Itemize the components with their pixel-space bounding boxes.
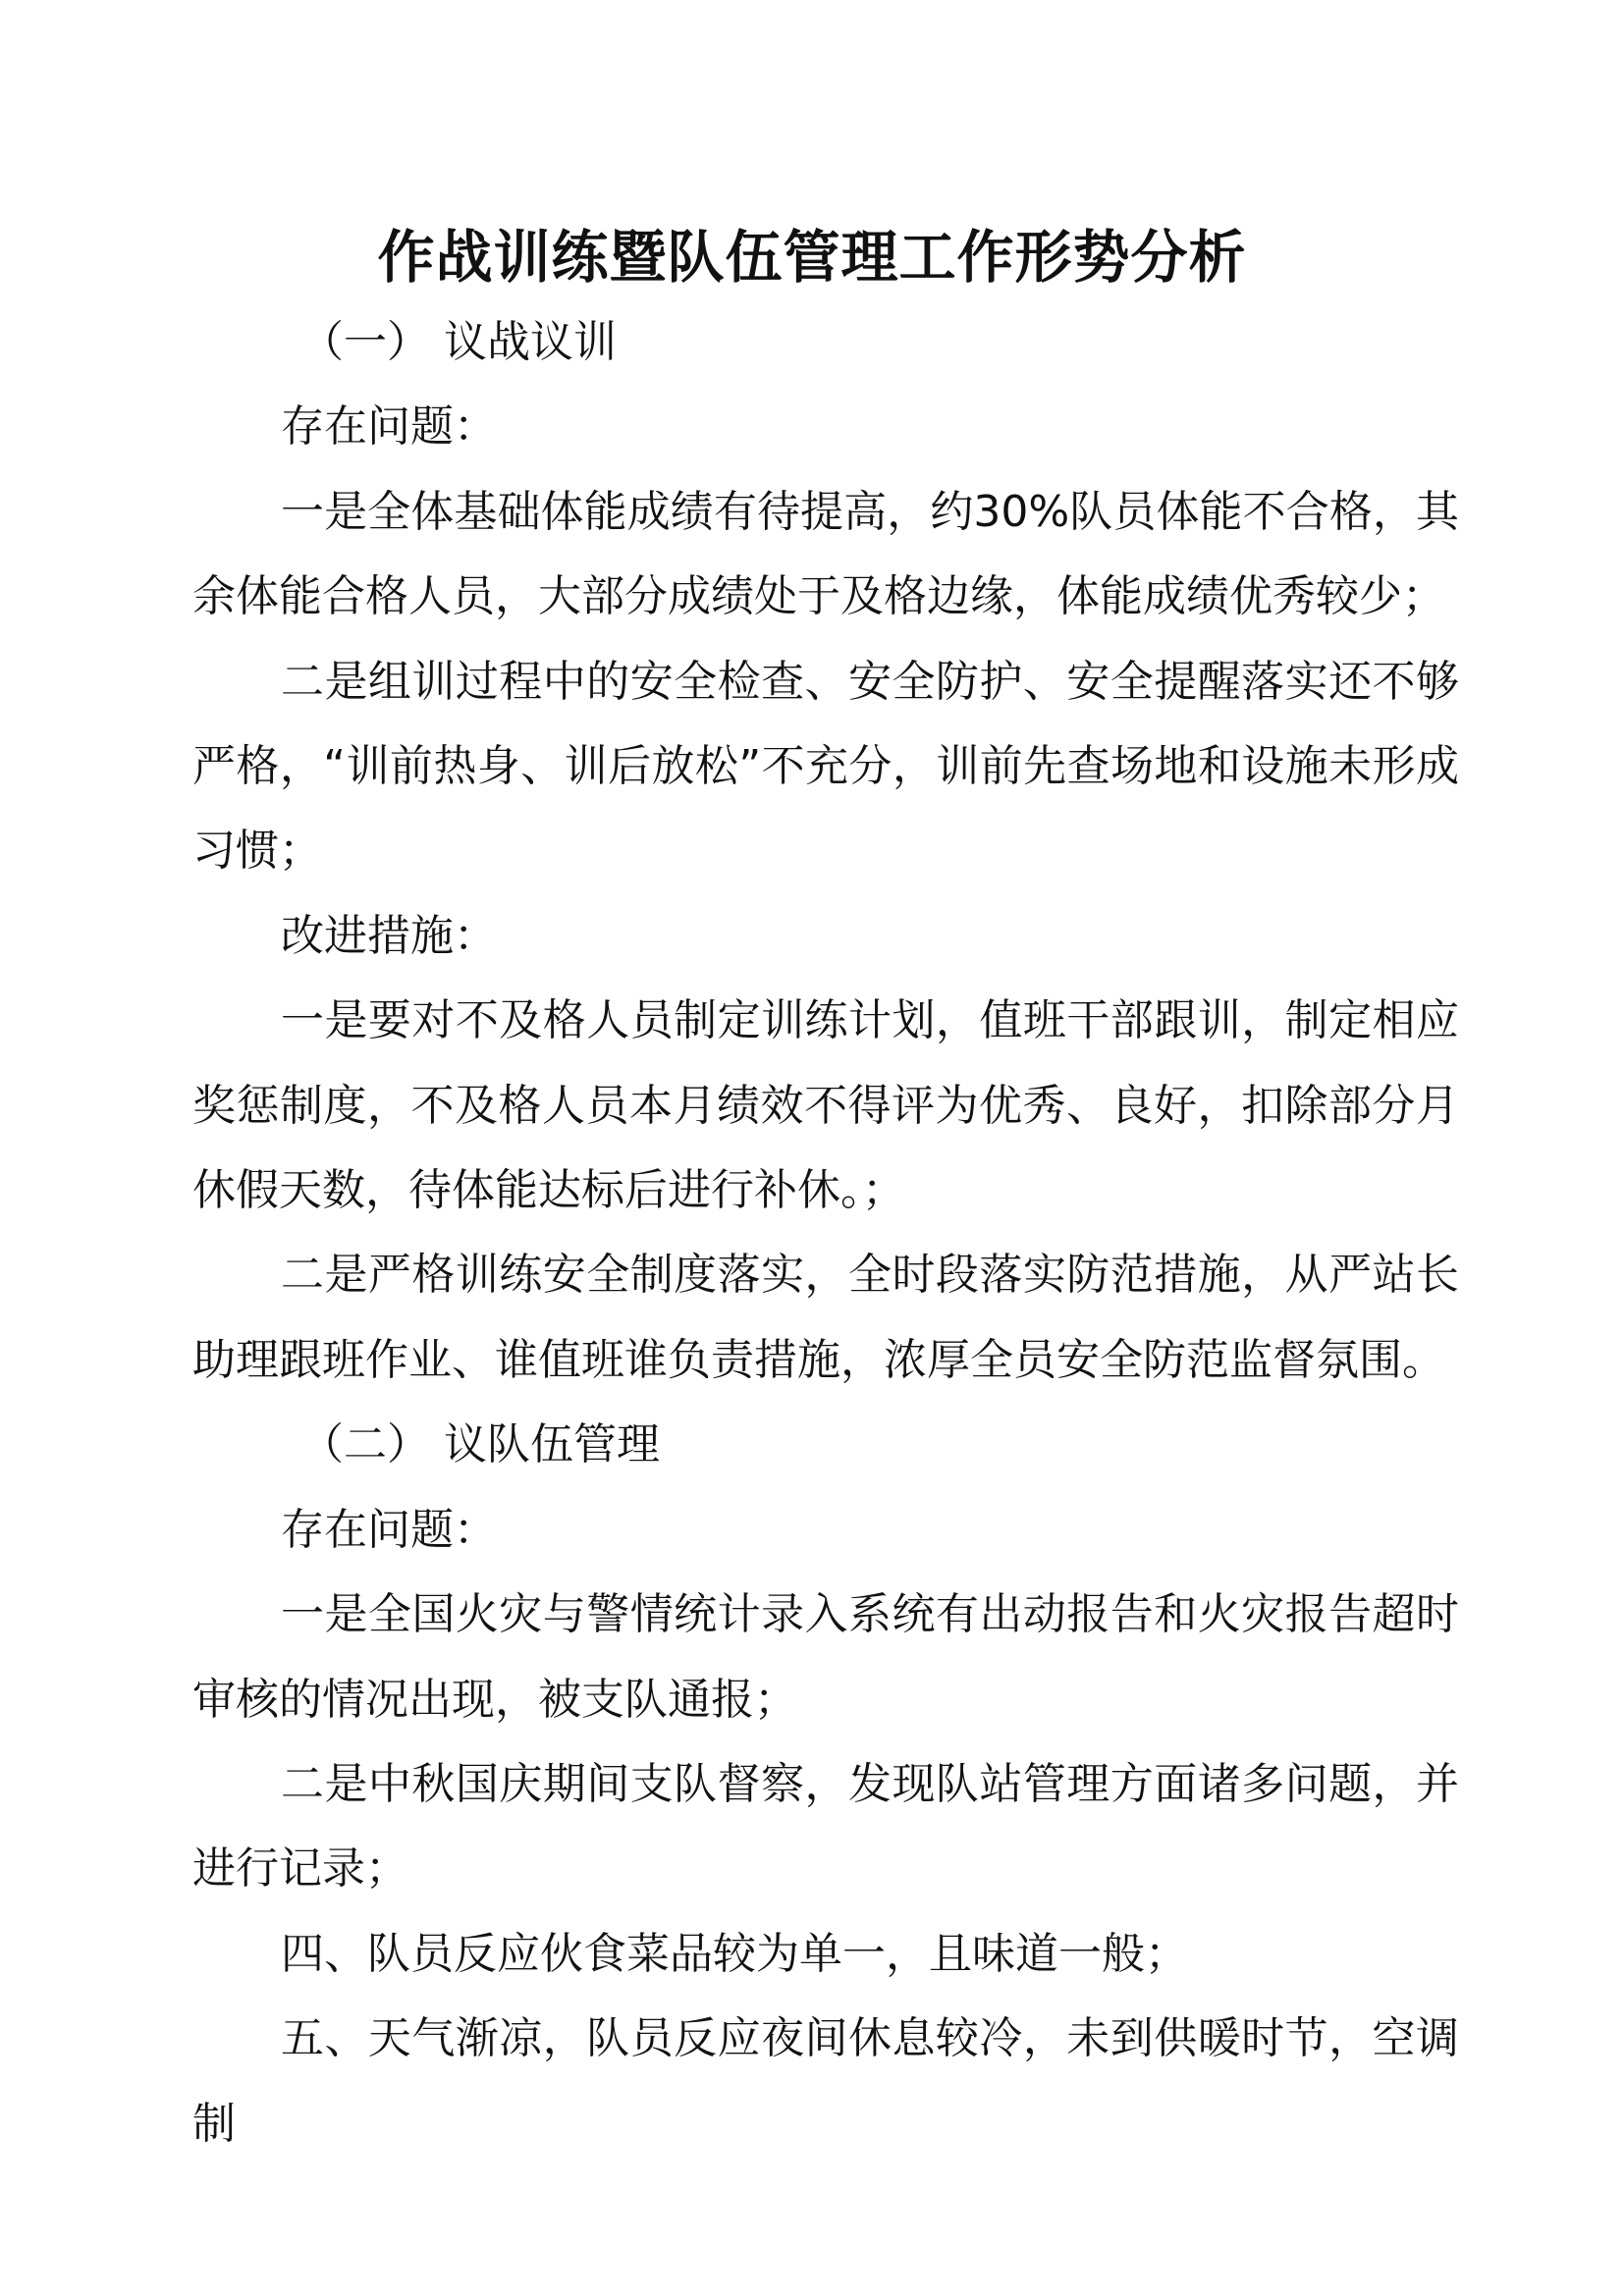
paragraph-item: 一是全体基础体能成绩有待提高，约30%队员体能不合格，其余体能合格人员，大部分成绩处于及格边缘，体能成绩优秀较少； [192, 486, 1459, 622]
section-heading-team-management: （二） 议队伍管理 [300, 1419, 660, 1470]
paragraph-item: 一是全国火灾与警情统计录入系统有出动报告和火灾报告超时审核的情况出现，被支队通报； [192, 1589, 1459, 1725]
document-body [192, 300, 1459, 2166]
paragraph-item: 五、天气渐凉，队员反应夜间休息较冷，未到供暖时节，空调制 [192, 2013, 1459, 2149]
paragraph-item: 四、队员反应伙食菜品较为单一，且味道一般； [281, 1928, 1188, 1979]
paragraph-item: 二是中秋国庆期间支队督察，发现队站管理方面诸多问题，并进行记录； [192, 1758, 1459, 1895]
subheading-problems: 存在问题： [281, 401, 497, 453]
paragraph-item: 二是严格训练安全制度落实，全时段落实防范措施，从严站长助理跟班作业、谁值班谁负责措施，浓厚全员安全防范监督氛围。 [192, 1250, 1459, 1385]
paragraph-item: 一是要对不及格人员制定训练计划，值班干部跟训，制定相应奖惩制度，不及格人员本月绩效不得评为优秀、良好，扣除部分月休假天数，待体能达标后进行补休。； [192, 995, 1459, 1216]
document-title: 作战训练暨队伍管理工作形势分析 [377, 224, 1247, 291]
section-heading-training: （一） 议战议训 [300, 317, 617, 367]
subheading-problems: 存在问题： [281, 1504, 497, 1555]
subheading-measures: 改进措施： [281, 910, 497, 961]
paragraph-item: 二是组训过程中的安全检查、安全防护、安全提醒落实还不够严格，“训前热身、训后放松”不充分，训前先查场地和设施未形成习惯； [192, 656, 1459, 877]
